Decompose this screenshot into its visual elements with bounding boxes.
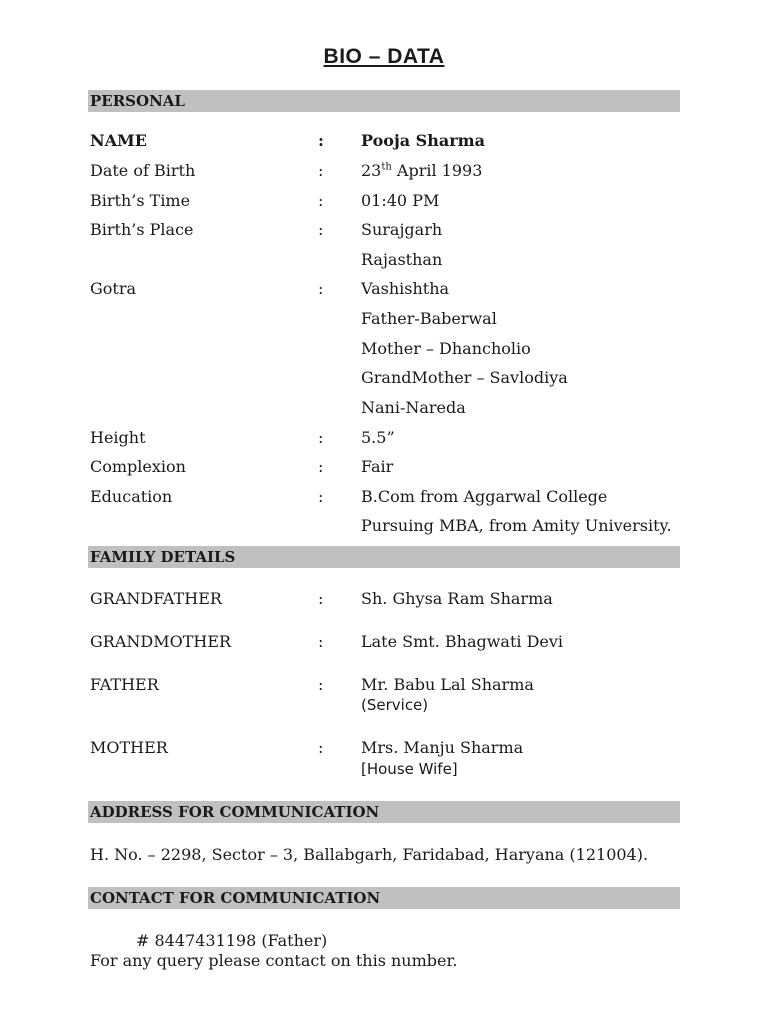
- row-birth-time: [90, 191, 680, 213]
- row-dob: [90, 161, 680, 183]
- section-address-header: [88, 801, 680, 823]
- section-contact-header: [88, 887, 680, 909]
- section-personal-header: [88, 90, 680, 112]
- father-label: FATHER: [90, 675, 159, 694]
- dob-suffix: th: [381, 161, 392, 173]
- education-value-2: Pursuing MBA, from Amity University.: [361, 516, 672, 535]
- dob-value: [361, 161, 482, 180]
- grandmother-value: Late Smt. Bhagwati Devi: [361, 632, 564, 651]
- grandmother-colon: :: [318, 632, 324, 651]
- education-label: Education: [90, 487, 173, 506]
- row-gotra-father: [90, 309, 680, 331]
- row-grandmother: [90, 632, 680, 654]
- name-label: NAME: [90, 131, 147, 150]
- gotra-colon: :: [318, 279, 324, 298]
- dob-colon: :: [318, 161, 324, 180]
- mother-occupation: [House Wife]: [361, 760, 458, 778]
- gotra-mother-value: Mother – Dhancholio: [361, 339, 531, 358]
- row-gotra-grandmother: [90, 368, 680, 390]
- row-father: [90, 675, 680, 697]
- father-colon: :: [318, 675, 324, 694]
- row-mother: [90, 738, 680, 760]
- grandmother-label: GRANDMOTHER: [90, 632, 232, 651]
- father-value: Mr. Babu Lal Sharma: [361, 675, 534, 694]
- grandfather-value: Sh. Ghysa Ram Sharma: [361, 589, 553, 608]
- birth-place-value-2: Rajasthan: [361, 250, 443, 269]
- birth-time-colon: :: [318, 191, 324, 210]
- father-occupation: (Service): [361, 696, 429, 714]
- contact-note: For any query please contact on this number.: [90, 951, 458, 970]
- row-education: [90, 487, 680, 509]
- name-colon: :: [318, 131, 324, 150]
- dob-day: 23: [361, 161, 382, 180]
- birth-place-label: Birth’s Place: [90, 220, 194, 239]
- row-name: [90, 131, 680, 153]
- gotra-label: Gotra: [90, 279, 137, 298]
- section-family-header: [88, 546, 680, 568]
- dob-rest: April 1993: [391, 161, 483, 180]
- gotra-value: Vashishtha: [361, 279, 450, 298]
- complexion-label: Complexion: [90, 457, 186, 476]
- height-colon: :: [318, 428, 324, 447]
- row-gotra-nani: [90, 398, 680, 420]
- birth-place-value: Surajgarh: [361, 220, 443, 239]
- contact-phone: # 8447431198 (Father): [136, 931, 328, 950]
- mother-colon: :: [318, 738, 324, 757]
- name-value: Pooja Sharma: [361, 131, 485, 150]
- row-education-2: [90, 516, 680, 538]
- height-label: Height: [90, 428, 146, 447]
- complexion-colon: :: [318, 457, 324, 476]
- page-title: BIO – DATA: [323, 45, 445, 68]
- education-value: B.Com from Aggarwal College: [361, 487, 608, 506]
- gotra-grandmother-value: GrandMother – Savlodiya: [361, 368, 568, 387]
- row-birth-place: [90, 220, 680, 242]
- birth-place-colon: :: [318, 220, 324, 239]
- mother-value: Mrs. Manju Sharma: [361, 738, 524, 757]
- education-colon: :: [318, 487, 324, 506]
- gotra-nani-value: Nani-Nareda: [361, 398, 466, 417]
- row-height: [90, 428, 680, 450]
- gotra-father-value: Father-Baberwal: [361, 309, 497, 328]
- row-grandfather: [90, 589, 680, 611]
- dob-label: Date of Birth: [90, 161, 196, 180]
- row-gotra: [90, 279, 680, 301]
- birth-time-value: 01:40 PM: [361, 191, 440, 210]
- grandfather-label: GRANDFATHER: [90, 589, 222, 608]
- row-complexion: [90, 457, 680, 479]
- section-family-label: FAMILY DETAILS: [90, 548, 236, 566]
- address-text: H. No. – 2298, Sector – 3, Ballabgarh, Faridabad, Haryana (121004).: [90, 845, 649, 864]
- section-personal-label: PERSONAL: [90, 92, 185, 110]
- grandfather-colon: :: [318, 589, 324, 608]
- section-contact-label: CONTACT FOR COMMUNICATION: [90, 889, 381, 907]
- mother-label: MOTHER: [90, 738, 168, 757]
- birth-time-label: Birth’s Time: [90, 191, 191, 210]
- height-value: 5.5”: [361, 428, 395, 447]
- section-address-label: ADDRESS FOR COMMUNICATION: [90, 803, 380, 821]
- row-birth-place-2: [90, 250, 680, 272]
- complexion-value: Fair: [361, 457, 394, 476]
- row-gotra-mother: [90, 339, 680, 361]
